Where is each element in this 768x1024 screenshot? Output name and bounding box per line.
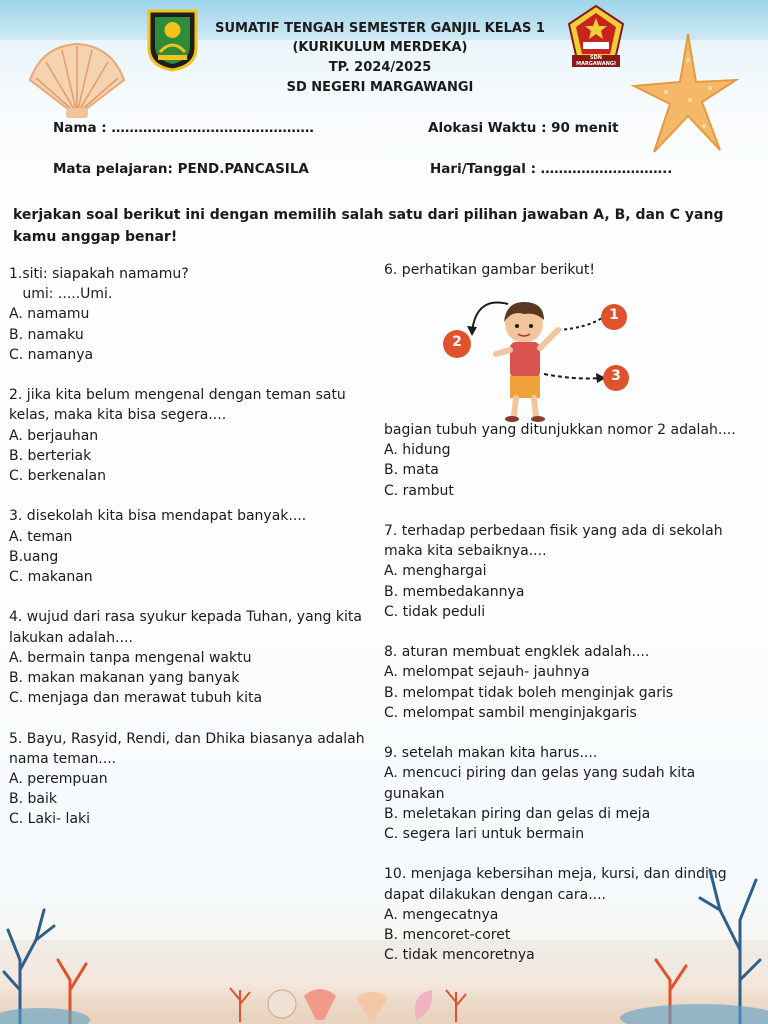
option: C. namanya (9, 346, 94, 363)
question-3: 3. disekolah kita bisa mendapat banyak.... (9, 508, 307, 525)
header-title: SUMATIF TENGAH SEMESTER GANJIL KELAS 1 (215, 21, 545, 36)
option: A. bermain tanpa mengenal waktu (9, 649, 252, 666)
option: C. rambut (384, 482, 454, 499)
option: B. membedakannya (384, 583, 525, 600)
time-allocation: Alokasi Waktu : 90 menit (428, 120, 619, 136)
option: B. baik (9, 791, 57, 808)
option: B.uang (9, 548, 59, 565)
instruction-text: kerjakan soal berikut ini dengan memilih salah satu dari pilihan jawaban A, B, dan C yang kamu anggap benar! (13, 207, 724, 245)
date-field: Hari/Tanggal : ……………………….. (430, 161, 673, 177)
option: C. melompat sambil menginjakgaris (384, 704, 637, 721)
option: C. tidak peduli (384, 603, 486, 620)
figure-label-3: 3 (611, 368, 621, 384)
question-4-line2: lakukan adalah.... (9, 629, 133, 646)
question-7-line2: maka kita sebaiknya.... (384, 543, 547, 560)
option: C. berkenalan (9, 468, 106, 485)
question-5-line2: nama teman.... (9, 750, 117, 767)
school-badge-text: SDN MARGAWANGI (572, 55, 620, 67)
question-8: 8. aturan membuat engklek adalah.... (384, 644, 650, 661)
question-7: 7. terhadap perbedaan fisik yang ada di sekolah (384, 523, 723, 539)
starfish-icon (630, 30, 740, 160)
option: B. meletakan piring dan gelas di meja (384, 805, 651, 822)
figure-label-2: 2 (452, 334, 462, 350)
header-curriculum: (KURIKULUM MERDEKA) (292, 40, 468, 55)
option: A. hidung (384, 442, 451, 459)
option: B. melompat tidak boleh menginjak garis (384, 684, 674, 701)
option: B. mata (384, 462, 439, 479)
header-school-year: TP. 2024/2025 (328, 60, 432, 75)
question-2-line2: kelas, maka kita bisa segera.... (9, 407, 227, 424)
option: B. mencoret-coret (384, 927, 511, 944)
option: A. mengecatnya (384, 906, 499, 923)
question-1: 1.siti: siapakah namamu? (9, 266, 189, 282)
option: C. segera lari untuk bermain (384, 826, 585, 843)
option: A. perempuan (9, 771, 108, 788)
coral-right-icon (560, 840, 768, 1024)
question-2: 2. jika kita belum mengenal dengan teman satu (9, 387, 346, 404)
option: B. namaku (9, 326, 84, 343)
figure-label-1: 1 (609, 307, 619, 323)
option: A. berjauhan (9, 427, 99, 444)
header-school-name: SD NEGERI MARGAWANGI (286, 80, 474, 95)
question-5: 5. Bayu, Rasyid, Rendi, dan Dhika biasanya adalah (9, 730, 365, 747)
shells-row-icon (220, 980, 480, 1024)
seashell-icon (22, 40, 132, 120)
question-10-line2: dapat dilakukan dengan cara.... (384, 886, 607, 903)
option: A. teman (9, 528, 73, 545)
option: C. makanan (9, 569, 93, 586)
name-field: Nama : ……………………………………… (53, 120, 314, 136)
option: C. menjaga dan merawat tubuh kita (9, 690, 263, 707)
question-6: 6. perhatikan gambar berikut! (384, 262, 595, 278)
question-4: 4. wujud dari rasa syukur kepada Tuhan, yang kita (9, 609, 362, 626)
option: A. melompat sejauh- jauhnya (384, 664, 590, 681)
question-6-prompt: bagian tubuh yang ditunjukkan nomor 2 adalah.... (384, 422, 736, 438)
option: A. menghargai (384, 563, 487, 580)
option: C. tidak mencoretnya (384, 947, 535, 964)
subject-field: Mata pelajaran: PEND.PANCASILA (53, 161, 309, 177)
questions-left-column (9, 264, 379, 830)
option: A. namamu (9, 306, 90, 323)
option: A. mencuci piring dan gelas yang sudah kita (384, 765, 696, 782)
option: C. Laki- laki (9, 811, 91, 828)
option: B. makan makanan yang banyak (9, 670, 240, 687)
question-1-line2: umi: .....Umi. (9, 286, 113, 303)
body-parts-figure (436, 292, 636, 424)
question-9: 9. setelah makan kita harus.... (384, 745, 598, 762)
question-10: 10. menjaga kebersihan meja, kursi, dan dinding (384, 866, 727, 883)
coral-left-icon (0, 860, 120, 1024)
option-line2: gunakan (384, 785, 445, 802)
option: B. berteriak (9, 447, 92, 464)
